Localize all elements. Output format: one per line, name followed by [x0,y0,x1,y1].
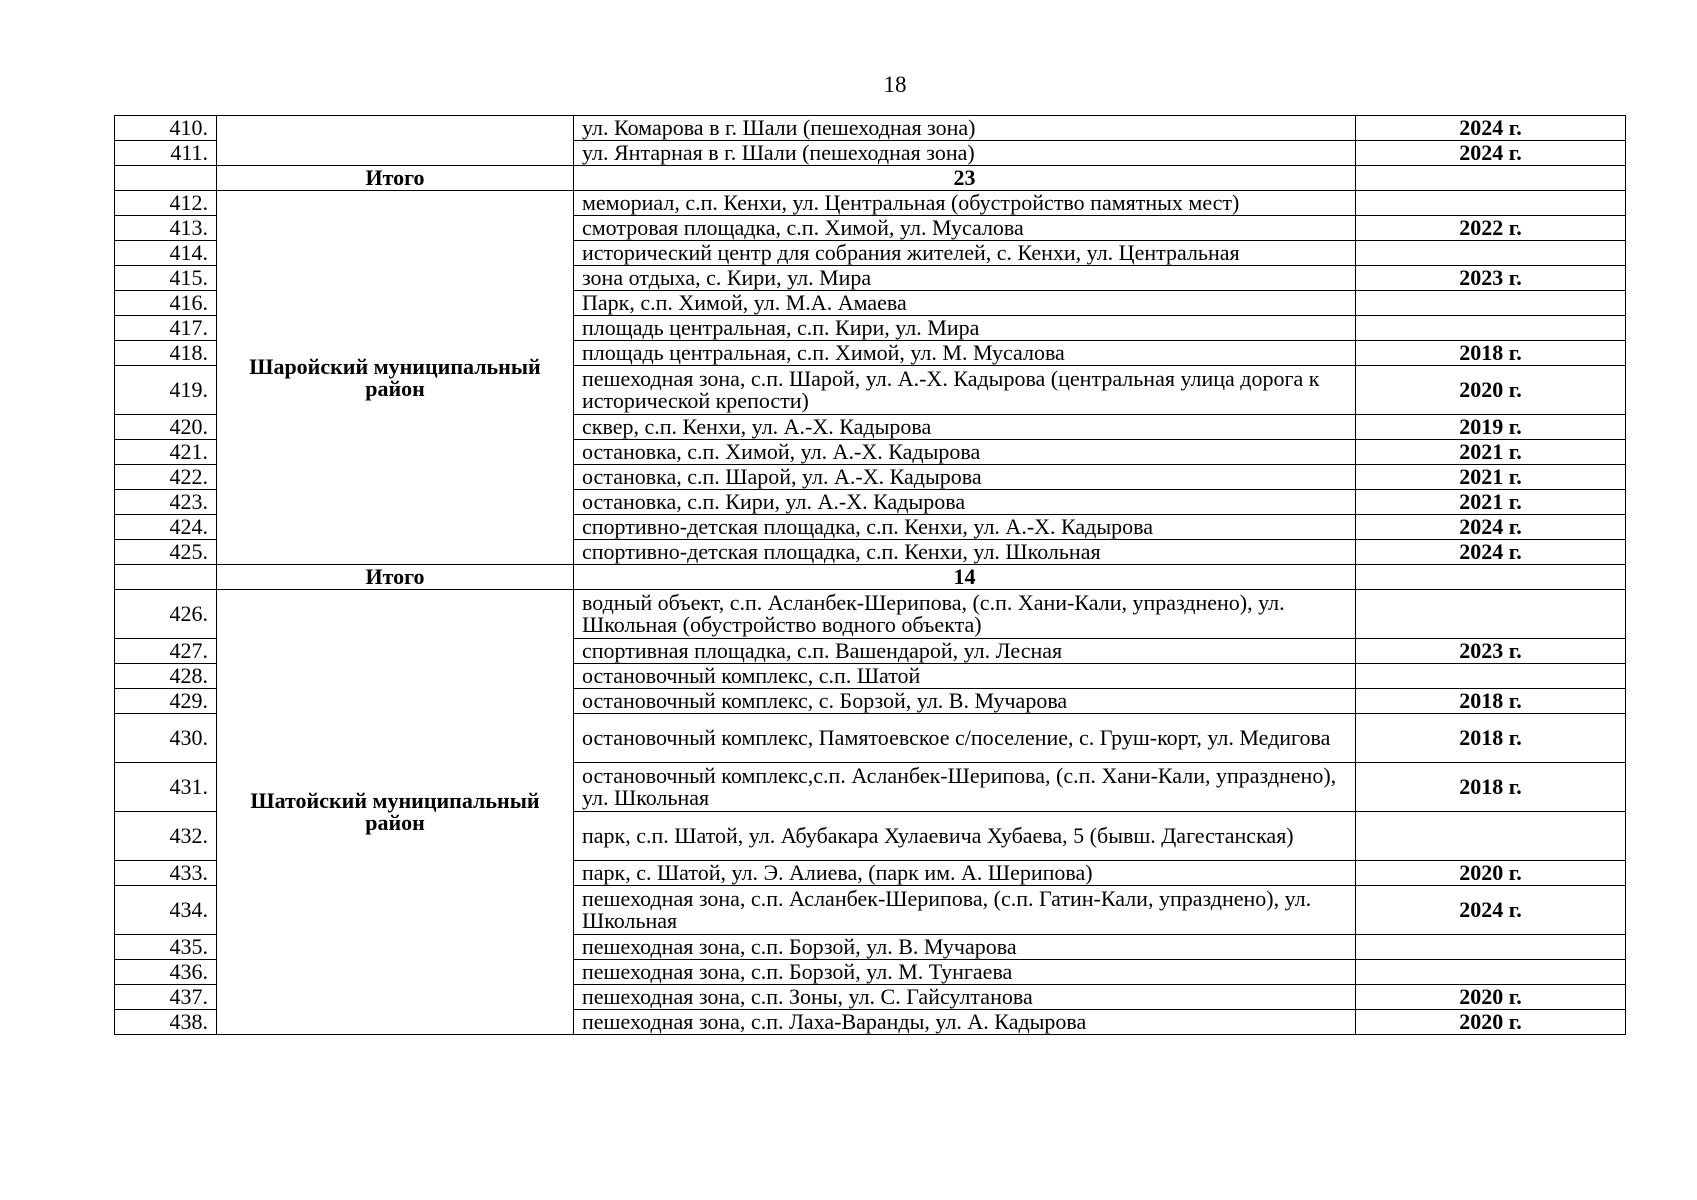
row-number: 426. [115,590,217,639]
total-empty-cell [1356,565,1626,590]
object-description: смотровая площадка, с.п. Химой, ул. Мусалова [574,216,1356,241]
row-number: 433. [115,861,217,886]
row-number: 428. [115,664,217,689]
completion-year: 2019 г. [1356,415,1626,440]
object-description: сквер, с.п. Кенхи, ул. А.-Х. Кадырова [574,415,1356,440]
row-number: 434. [115,886,217,935]
object-description: остановочный комплекс, с. Борзой, ул. В. Мучарова [574,689,1356,714]
row-number: 414. [115,241,217,266]
completion-year: 2024 г. [1356,515,1626,540]
row-number: 413. [115,216,217,241]
completion-year: 2020 г. [1356,861,1626,886]
object-description: пешеходная зона, с.п. Зоны, ул. С. Гайсултанова [574,985,1356,1010]
completion-year: 2018 г. [1356,341,1626,366]
object-description: пешеходная зона, с.п. Шарой, ул. А.-Х. Кадырова (центральная улица дорога к исторической крепости) [574,366,1356,415]
completion-year [1356,960,1626,985]
completion-year: 2020 г. [1356,366,1626,415]
row-number: 415. [115,266,217,291]
row-number: 419. [115,366,217,415]
objects-table [114,115,1626,1035]
object-description: пешеходная зона, с.п. Лаха-Варанды, ул. А. Кадырова [574,1010,1356,1035]
row-number: 431. [115,763,217,812]
row-number: 418. [115,341,217,366]
completion-year: 2018 г. [1356,689,1626,714]
row-number: 411. [115,141,217,166]
object-description: спортивно-детская площадка, с.п. Кенхи, ул. Школьная [574,540,1356,565]
object-description: ул. Янтарная в г. Шали (пешеходная зона) [574,141,1356,166]
row-number: 420. [115,415,217,440]
object-description: исторический центр для собрания жителей, с. Кенхи, ул. Центральная [574,241,1356,266]
district-name: Шатойский муниципальный район [217,590,574,1035]
completion-year: 2018 г. [1356,763,1626,812]
completion-year: 2021 г. [1356,465,1626,490]
completion-year: 2021 г. [1356,440,1626,465]
row-number: 412. [115,191,217,216]
completion-year: 2024 г. [1356,116,1626,141]
row-number: 417. [115,316,217,341]
district-name: Шаройский муниципальный район [217,191,574,565]
table-row [115,191,1626,216]
object-description: остановочный комплекс, с.п. Шатой [574,664,1356,689]
total-empty-cell [115,565,217,590]
completion-year [1356,590,1626,639]
object-description: остановочный комплекс,с.п. Асланбек-Шерипова, (с.п. Хани-Кали, упразднено), ул. Школьная [574,763,1356,812]
row-number: 436. [115,960,217,985]
completion-year [1356,316,1626,341]
total-value: 14 [574,565,1356,590]
object-description: парк, с.п. Шатой, ул. Абубакара Хулаевича Хубаева, 5 (бывш. Дагестанская) [574,812,1356,861]
object-description: пешеходная зона, с.п. Борзой, ул. В. Мучарова [574,935,1356,960]
district-name [217,116,574,166]
object-description: водный объект, с.п. Асланбек-Шерипова, (с.п. Хани-Кали, упразднено), ул. Школьная (обустройство водного объекта) [574,590,1356,639]
completion-year: 2023 г. [1356,266,1626,291]
total-value: 23 [574,166,1356,191]
row-number: 421. [115,440,217,465]
total-label: Итого [217,166,574,191]
completion-year: 2022 г. [1356,216,1626,241]
completion-year: 2021 г. [1356,490,1626,515]
row-number: 427. [115,639,217,664]
object-description: мемориал, с.п. Кенхи, ул. Центральная (обустройство памятных мест) [574,191,1356,216]
completion-year [1356,291,1626,316]
object-description: остановочный комплекс, Памятоевское с/поселение, с. Груш-корт, ул. Медигова [574,714,1356,763]
total-label: Итого [217,565,574,590]
object-description: ул. Комарова в г. Шали (пешеходная зона) [574,116,1356,141]
table-row [115,116,1626,141]
row-number: 432. [115,812,217,861]
row-number: 438. [115,1010,217,1035]
row-number: 435. [115,935,217,960]
completion-year: 2024 г. [1356,886,1626,935]
object-description: пешеходная зона, с.п. Асланбек-Шерипова, (с.п. Гатин-Кали, упразднено), ул. Школьная [574,886,1356,935]
completion-year [1356,812,1626,861]
object-description: парк, с. Шатой, ул. Э. Алиева, (парк им. А. Шерипова) [574,861,1356,886]
object-description: зона отдыха, с. Кири, ул. Мира [574,266,1356,291]
total-empty-cell [115,166,217,191]
completion-year [1356,935,1626,960]
completion-year [1356,664,1626,689]
row-number: 429. [115,689,217,714]
object-description: спортивно-детская площадка, с.п. Кенхи, ул. А.-Х. Кадырова [574,515,1356,540]
table-body [115,116,1626,1035]
table-row [115,590,1626,639]
completion-year: 2024 г. [1356,141,1626,166]
row-number: 423. [115,490,217,515]
completion-year: 2024 г. [1356,540,1626,565]
object-description: пешеходная зона, с.п. Борзой, ул. М. Тунгаева [574,960,1356,985]
completion-year: 2020 г. [1356,985,1626,1010]
object-description: спортивная площадка, с.п. Вашендарой, ул. Лесная [574,639,1356,664]
row-number: 416. [115,291,217,316]
row-number: 424. [115,515,217,540]
total-row [115,565,1626,590]
total-empty-cell [1356,166,1626,191]
object-description: остановка, с.п. Кири, ул. А.-Х. Кадырова [574,490,1356,515]
row-number: 437. [115,985,217,1010]
object-description: Парк, с.п. Химой, ул. М.А. Амаева [574,291,1356,316]
row-number: 422. [115,465,217,490]
completion-year: 2020 г. [1356,1010,1626,1035]
completion-year [1356,191,1626,216]
row-number: 410. [115,116,217,141]
row-number: 425. [115,540,217,565]
row-number: 430. [115,714,217,763]
page-number: 18 [883,72,907,97]
object-description: площадь центральная, с.п. Кири, ул. Мира [574,316,1356,341]
object-description: остановка, с.п. Шарой, ул. А.-Х. Кадырова [574,465,1356,490]
object-description: площадь центральная, с.п. Химой, ул. М. Мусалова [574,341,1356,366]
completion-year: 2023 г. [1356,639,1626,664]
completion-year: 2018 г. [1356,714,1626,763]
completion-year [1356,241,1626,266]
total-row [115,166,1626,191]
object-description: остановка, с.п. Химой, ул. А.-Х. Кадырова [574,440,1356,465]
